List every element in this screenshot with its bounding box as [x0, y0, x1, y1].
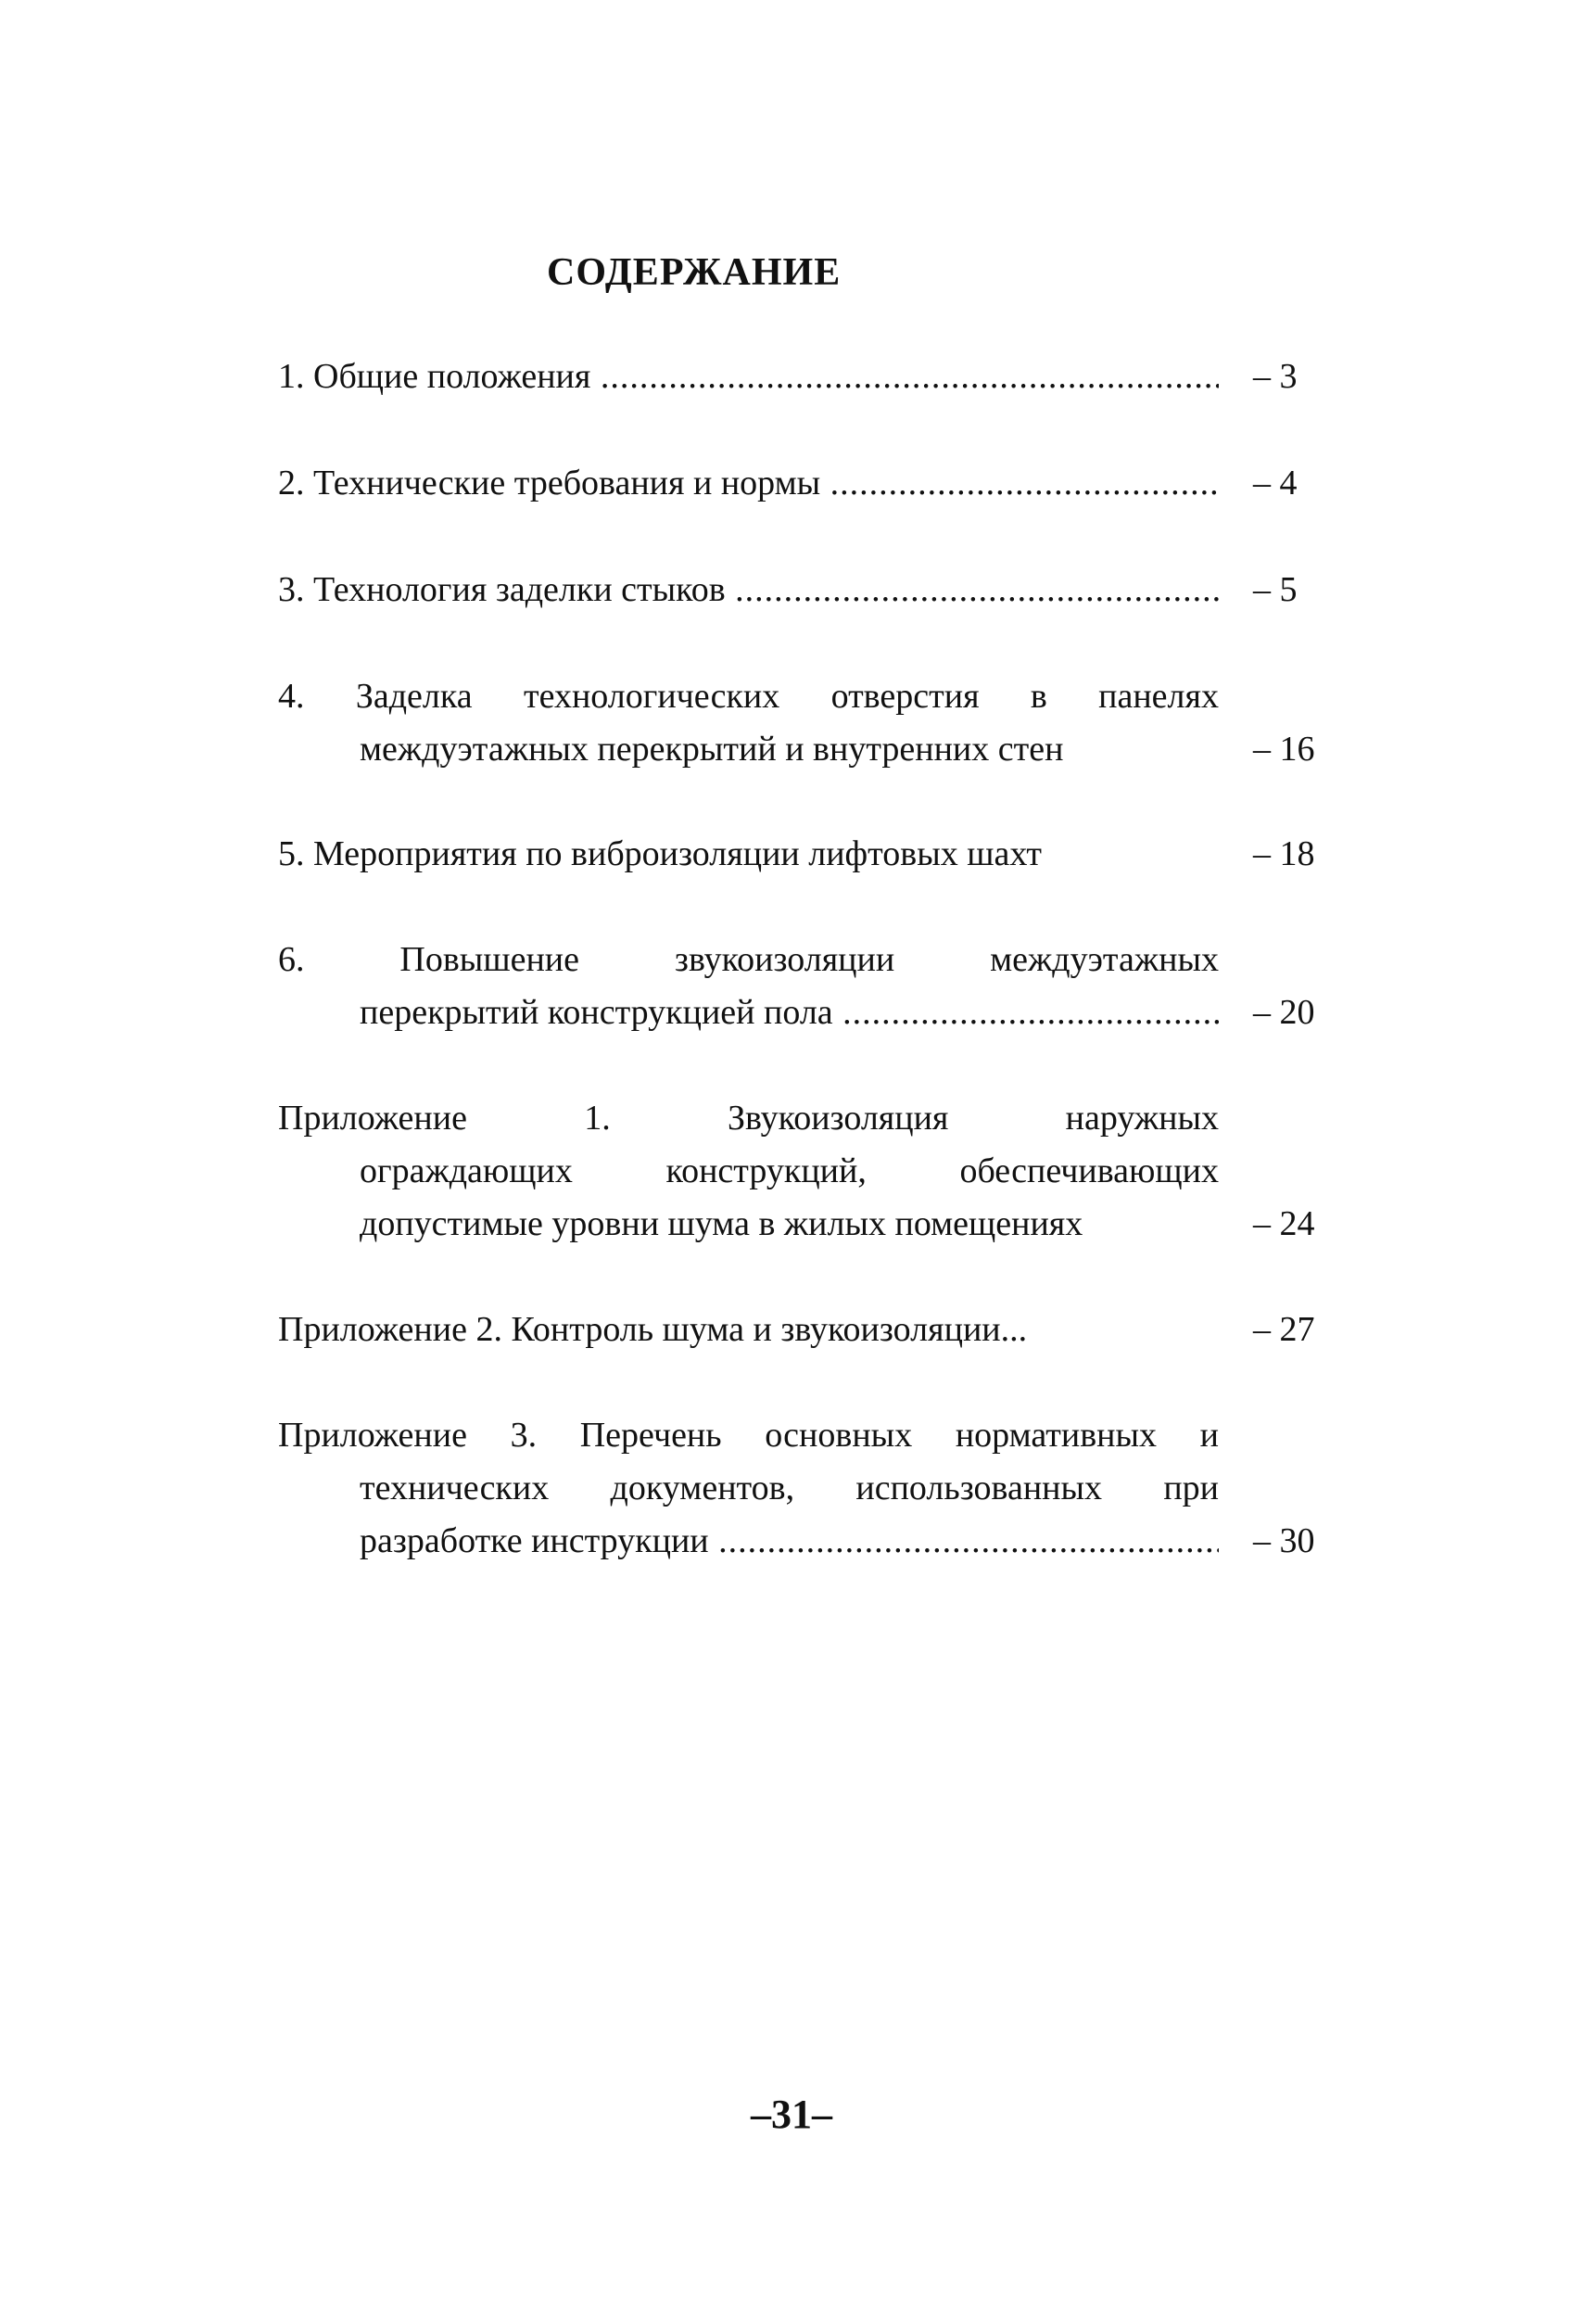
page-number: –31– — [751, 2092, 832, 2137]
toc-entry-text: технических документов, использованных при — [360, 1469, 1219, 1507]
toc-entry — [278, 670, 1362, 776]
toc-entry-text: Приложение 1. Звукоизоляция наружных — [278, 1099, 1219, 1138]
toc-title: СОДЕРЖАНИЕ — [547, 251, 842, 294]
toc-entry-page: – 4 — [1253, 464, 1298, 502]
toc-entry-text: 5. Мероприятия по виброизоляции лифтовых шахт — [278, 834, 1043, 873]
toc-entry — [278, 457, 1362, 510]
toc-entry-text: перекрытий конструкцией пола ..... — [360, 986, 1219, 1039]
toc-entry — [278, 828, 1362, 881]
toc-entry-text: Приложение 3. Перечень основных нормативных и — [278, 1416, 1219, 1455]
toc-entry-text: ограждающих конструкций, обеспечивающих — [360, 1151, 1219, 1190]
toc-entry-text: 4. Заделка технологических отверстия в панелях — [278, 677, 1219, 716]
toc-entry — [278, 564, 1362, 617]
toc-entry-page: – 3 — [1253, 357, 1298, 396]
toc-entry-page: – 18 — [1253, 834, 1315, 873]
toc-entry-text: допустимые уровни шума в жилых помещениях — [360, 1204, 1083, 1243]
toc-entry-page: – 27 — [1253, 1310, 1315, 1349]
toc-entry-text: 2. Технические требования и нормы ..... — [278, 457, 1219, 510]
toc-entry-text: разработке инструкции ..... — [360, 1515, 1219, 1568]
toc-entry-text: 1. Общие положения ..... — [278, 350, 1219, 403]
toc-entry — [278, 350, 1362, 403]
toc-entry — [278, 1409, 1362, 1568]
toc-entry-page: – 16 — [1253, 730, 1315, 769]
toc-entry-page: – 20 — [1253, 993, 1315, 1032]
toc-entry-text: 3. Технология заделки стыков ..... — [278, 564, 1219, 617]
toc-entry-page: – 30 — [1253, 1521, 1315, 1560]
toc-entry-text: междуэтажных перекрытий и внутренних стен — [360, 730, 1064, 769]
toc-entry-page: – 5 — [1253, 570, 1298, 609]
toc-entry-page: – 24 — [1253, 1204, 1315, 1243]
toc-entry — [278, 1304, 1362, 1356]
toc-entry-text: 6. Повышение звукоизоляции междуэтажных — [278, 940, 1219, 979]
toc-entry — [278, 934, 1362, 1039]
toc-entry-text: Приложение 2. Контроль шума и звукоизоляции... — [278, 1310, 1028, 1349]
toc-entry — [278, 1092, 1362, 1251]
